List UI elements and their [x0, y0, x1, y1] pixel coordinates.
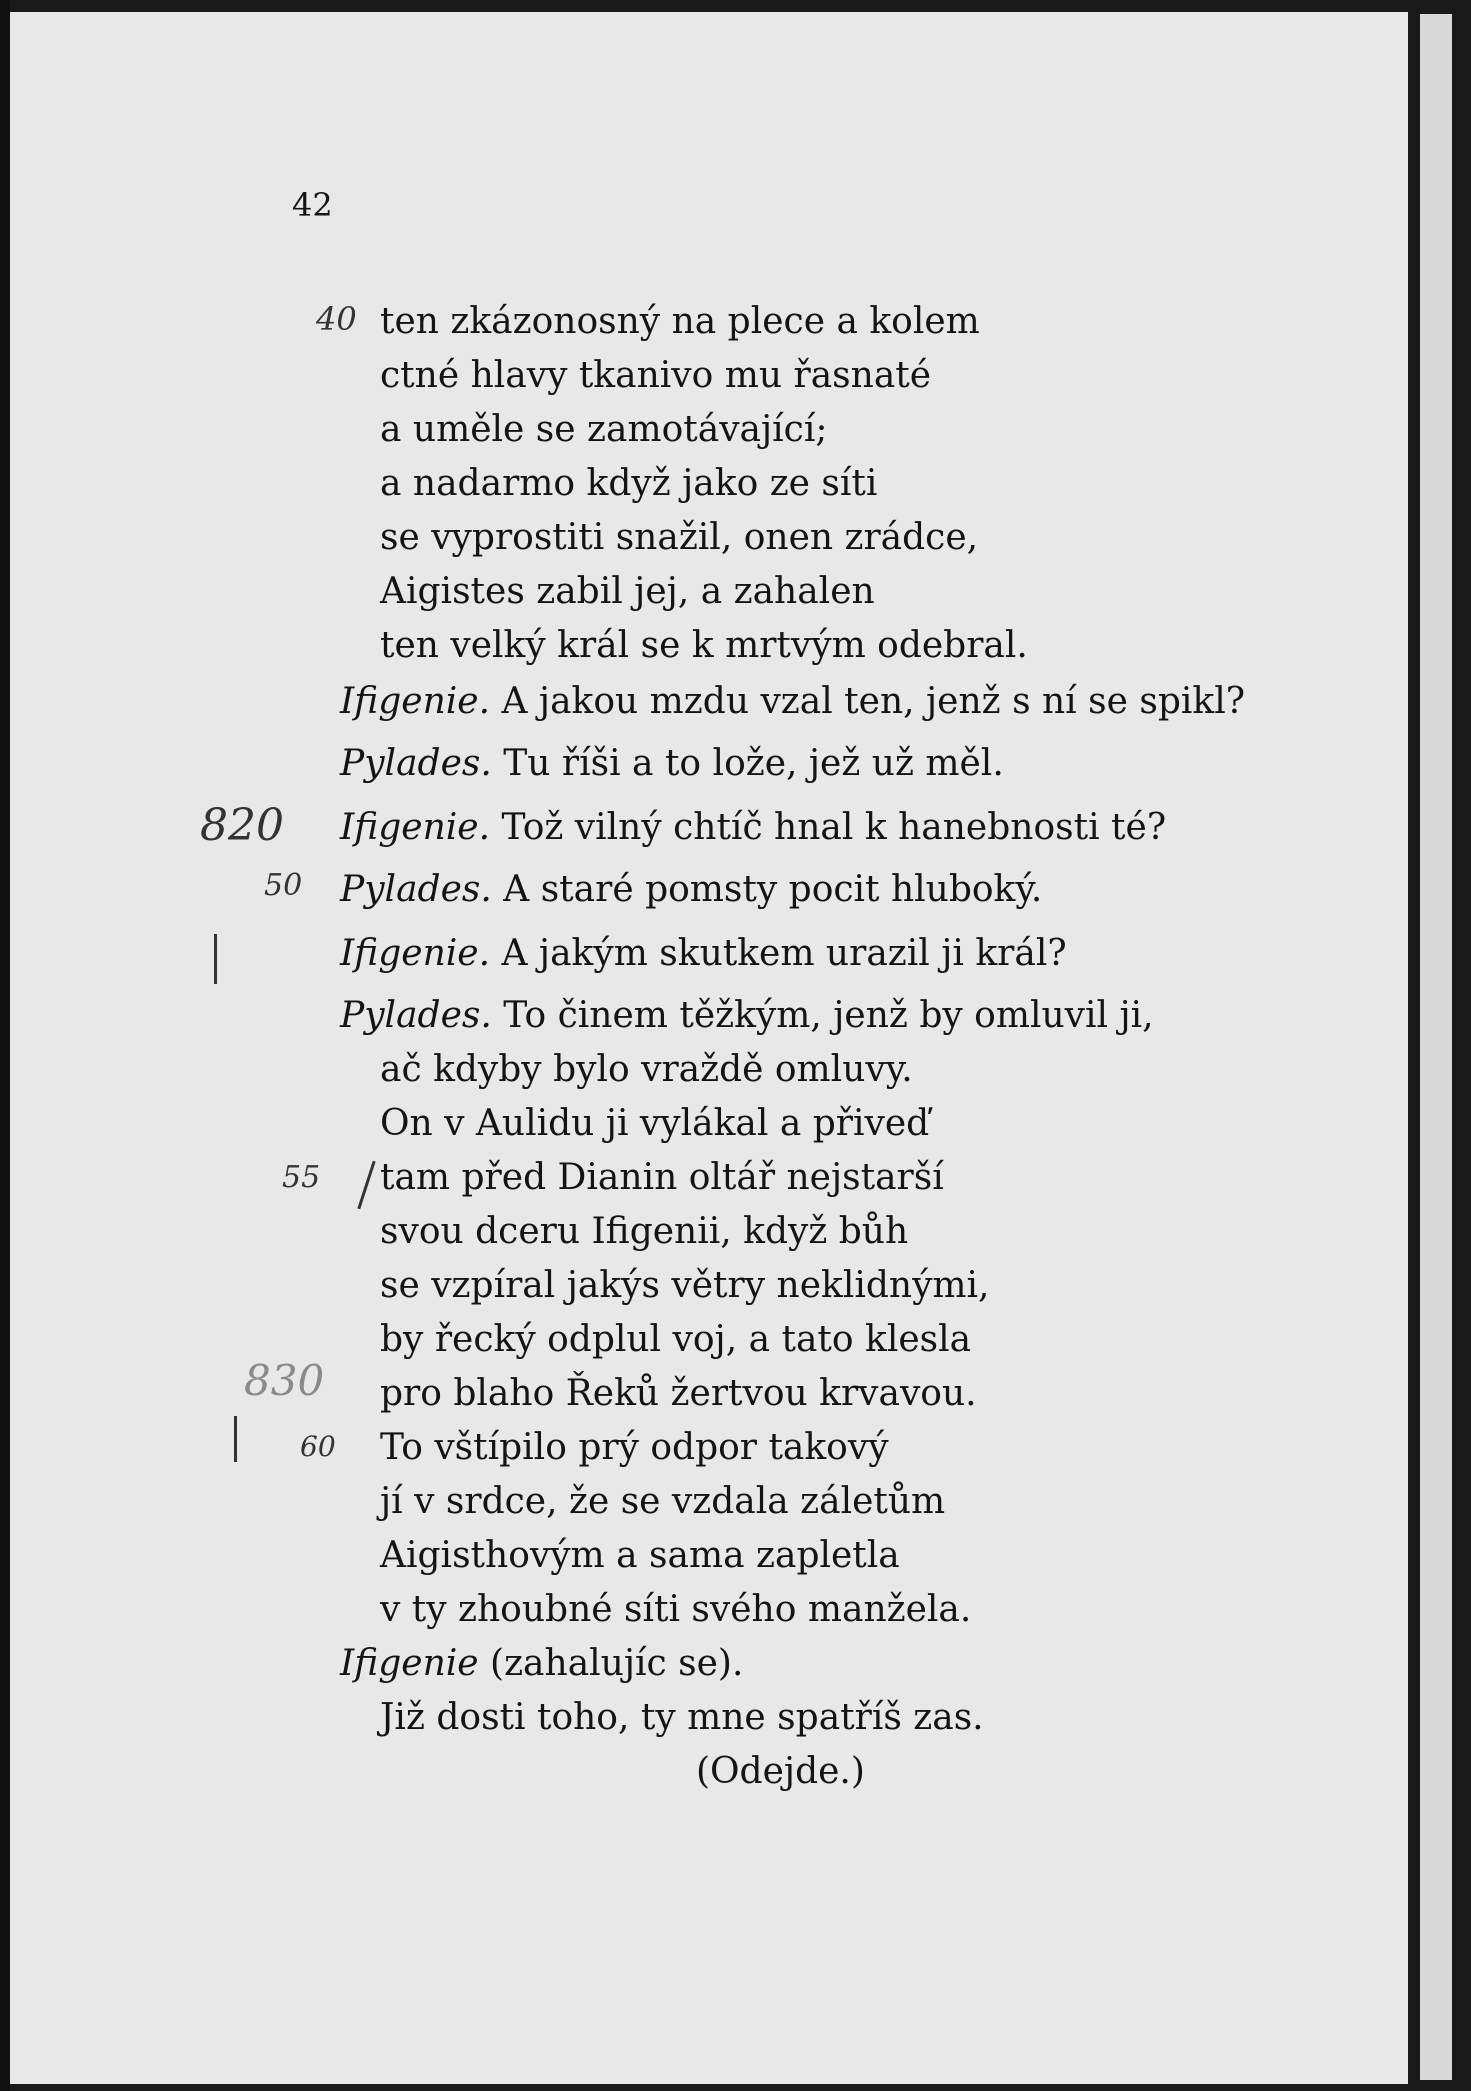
speaker-name: Pylades.: [340, 743, 492, 784]
speaker-name: Pylades.: [340, 869, 492, 910]
speaker-line: Pylades. A staré pomsty pocit hluboký.: [340, 869, 1043, 910]
margin-stroke: [234, 1416, 237, 1462]
speaker-line: Pylades. Tu říši a to lože, jež už měl.: [340, 743, 1004, 784]
speaker-line: Pylades. To činem těžkým, jenž by omluvil ji,: [340, 995, 1154, 1036]
speaker-name: Ifigenie.: [340, 807, 491, 848]
verse-line: Již dosti toho, ty mne spatříš zas.: [380, 1697, 984, 1738]
speaker-line: Ifigenie. Tož vilný chtíč hnal k hanebnosti té?: [340, 807, 1167, 848]
margin-note: 40: [316, 300, 357, 338]
verse-line: Aigistes zabil jej, a zahalen: [380, 571, 875, 612]
verse-line: ten zkázonosný na plece a kolem: [380, 301, 980, 342]
verse-line: pro blaho Řeků žertvou krvavou.: [380, 1373, 977, 1414]
verse-line: To vštípilo prý odpor takový: [380, 1427, 889, 1468]
verse-line: On v Aulidu ji vylákal a přiveď: [380, 1103, 930, 1144]
verse-line: se vyprostiti snažil, onen zrádce,: [380, 517, 979, 558]
speaker-line: Ifigenie. A jakou mzdu vzal ten, jenž s ní se spikl?: [340, 681, 1246, 722]
margin-note: 830: [244, 1356, 325, 1405]
speaker-line: Ifigenie (zahalujíc se).: [340, 1643, 744, 1684]
verse-line: a nadarmo když jako ze síti: [380, 463, 878, 504]
verse-line: svou dceru Ifigenii, když bůh: [380, 1211, 909, 1252]
facing-page-edge: [1420, 14, 1452, 2080]
verse-line: ten velký král se k mrtvým odebral.: [380, 625, 1028, 666]
speaker-name: Ifigenie.: [340, 681, 491, 722]
speaker-line: Ifigenie. A jakým skutkem urazil ji král?: [340, 933, 1067, 974]
speaker-name: Ifigenie: [340, 1643, 479, 1684]
margin-stroke: [214, 934, 217, 984]
margin-note: 820: [200, 800, 284, 851]
verse-line: se vzpíral jakýs větry neklidnými,: [380, 1265, 990, 1306]
verse-line: v ty zhoubné síti svého manžela.: [380, 1589, 972, 1630]
verse-line: tam před Dianin oltář nejstarší: [380, 1157, 944, 1198]
verse-line: by řecký odplul voj, a tato klesla: [380, 1319, 972, 1360]
verse-line: jí v srdce, že se vzdala záletům: [380, 1481, 946, 1522]
margin-note: 50: [264, 868, 303, 903]
margin-note: 55: [282, 1160, 321, 1195]
verse-line: Aigisthovým a sama zapletla: [380, 1535, 900, 1576]
margin-note: 60: [300, 1430, 336, 1463]
page-number: 42: [292, 186, 333, 224]
left-binding-edge: [0, 0, 10, 2091]
verse-line: ač kdyby bylo vraždě omluvy.: [380, 1049, 913, 1090]
verse-line: a uměle se zamotávající;: [380, 409, 828, 450]
speaker-name: Ifigenie.: [340, 933, 491, 974]
verse-line: ctné hlavy tkanivo mu řasnaté: [380, 355, 932, 396]
speaker-name: Pylades.: [340, 995, 492, 1036]
stage-direction: (Odejde.): [696, 1751, 865, 1792]
